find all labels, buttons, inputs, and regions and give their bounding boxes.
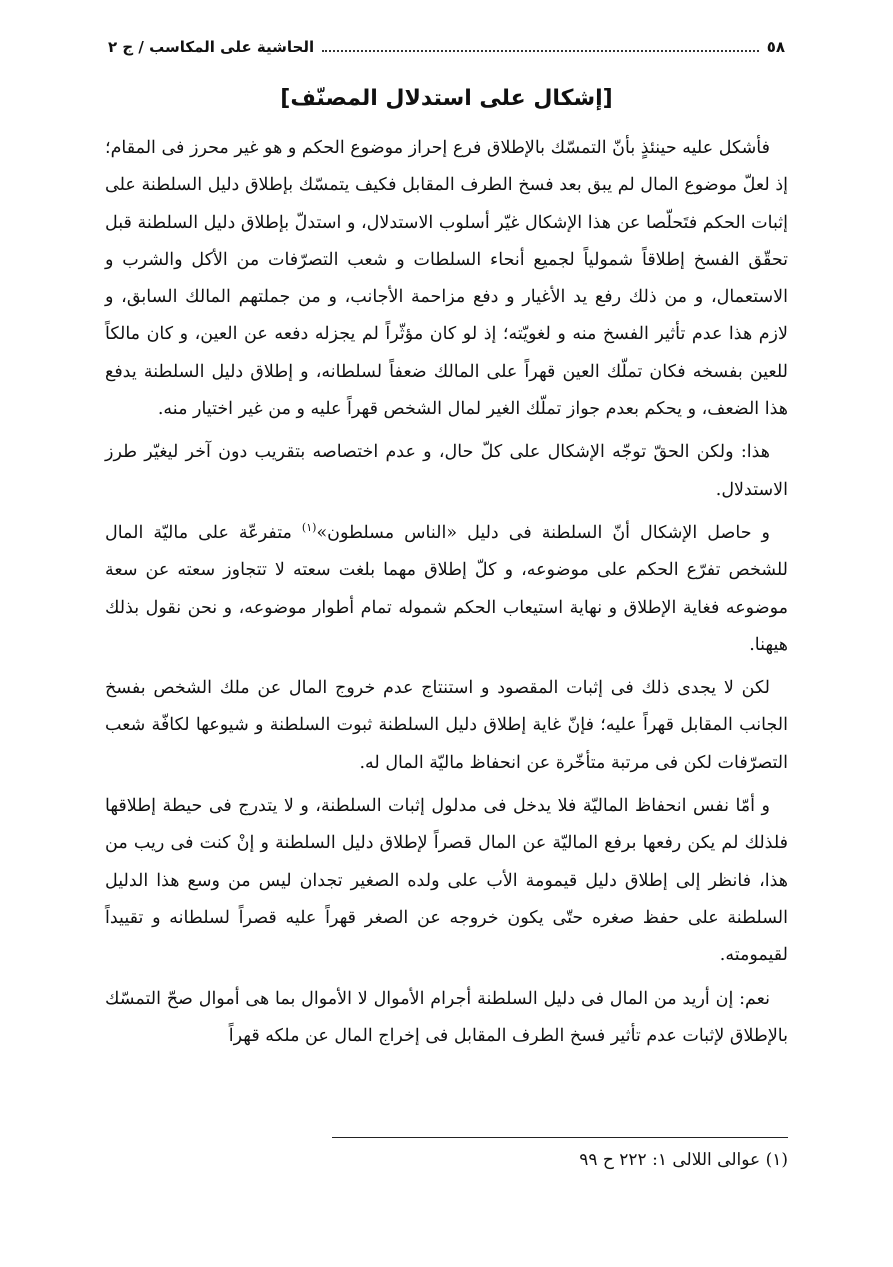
paragraph: هذا: ولكن الحقّ توجّه الإشكال على كلّ حال، و عدم اختصاصه بتقريب دون آخر ليغيّر طرز الاستدلال. [105,442,788,500]
running-header [108,35,785,59]
paragraph-text-start: و حاصل الإشكال أنّ السلطنة فى دليل «الناس مسلطون» [316,522,771,543]
paragraph: نعم: إن أريد من المال فى دليل السلطنة أجرام الأموال لا الأموال بما هى أموال صحّ التمسّك بالإطلاق لإثبات عدم تأثير فسخ الطرف المقابل فى إخراج المال عن ملكه قهراً [105,988,788,1046]
footnote-marker[interactable]: (١) [301,521,317,535]
leader-dots [322,50,759,52]
paragraph: و أمّا نفس انحفاظ الماليّة فلا يدخل فى مدلول إثبات السلطنة، و لا يتدرج فى حيطة إطلاقها فلذلك لم يكن رفعها برفع الماليّة عن المال قصراً لإطلاق دليل السلطنة و إنْ كنت فى ريب من هذا، فانظر إلى إطلاق دليل قيمومة الأب على ولده الصغير تجدان ليس من وسع هذا الدليل السلطنة على حفظ صغره حتّى يكون خروجه عن الصغر قهراً عليه قصراً لسلطانه و تقييداً لقيمومته. [105,796,788,966]
paragraph-with-footnote-ref [105,515,788,664]
paragraph: لكن لا يجدى ذلك فى إثبات المقصود و استنتاج عدم خروج المال عن ملك الشخص بفسخ الجانب المقابل قهراً عليه؛ فإنّ غاية إطلاق دليل السلطنة ثبوت السلطنة و شيوعها لكافّة شعب التصرّفات لكن فى مرتبة متأخّرة عن انحفاظ ماليّة المال له. [105,678,788,773]
footnote: (١) عوالى اللالى ١: ٢٢٢ ح ٩٩ [579,1150,788,1170]
running-title: الحاشية على المكاسب / ج ٢ [108,38,315,56]
paragraph: فأشكل عليه حينئذٍ بأنّ التمسّك بالإطلاق فرع إحراز موضوع الحكم و هو غير محرز فى المقام؛ إذ لعلّ موضوع المال لم يبق بعد فسخ الطرف المقابل فكيف يتمسّك بإطلاق دليل السلطنة على إثبات الحكم فتَحلّصا عن هذا الإشكال غيّر أسلوب الاستدلال، و استدلّ بإطلاق دليل السلطنة قبل تحقّق الفسخ إطلاقاً شمولياً لجميع أنحاء السلطات و شعب التصرّفات من الأكل والشرب و الاستعمال، و من ذلك رفع يد الأغيار و دفع مزاحمة الأجانب، و من جملتهم المالك السابق، و لازم هذا عدم تأثير الفسخ منه و لغويّته؛ إذ لو كان مؤثّراً لم يجزله دفعه عن العين، و كان مالكاً للعين بفسخه فكان تملّك العين قهراً على المالك ضعفاً لسلطانه، و إطلاق دليل السلطنة يدفع هذا الضعف، و يحكم بعدم جواز تملّك الغير لمال الشخص قهراً عليه و من غير اختيار منه. [105,138,788,420]
footnote-divider [332,1137,788,1138]
paragraph-text-end: متفرعّة على ماليّة المال للشخص تفرّع الحكم على موضوعه، و كلّ إطلاق مهما بلغت سعته لا تتجاوز سعته عن سعة موضوعه فغاية الإطلاق و نهاية استيعاب الحكم شموله تمام أطوار موضوعه، و نحن نقول بذلك هيهنا. [105,522,788,655]
page-number: ٥٨ [766,38,785,56]
section-title: [إشكال على استدلال المصنّف] [280,86,613,111]
body-text [105,130,788,1061]
